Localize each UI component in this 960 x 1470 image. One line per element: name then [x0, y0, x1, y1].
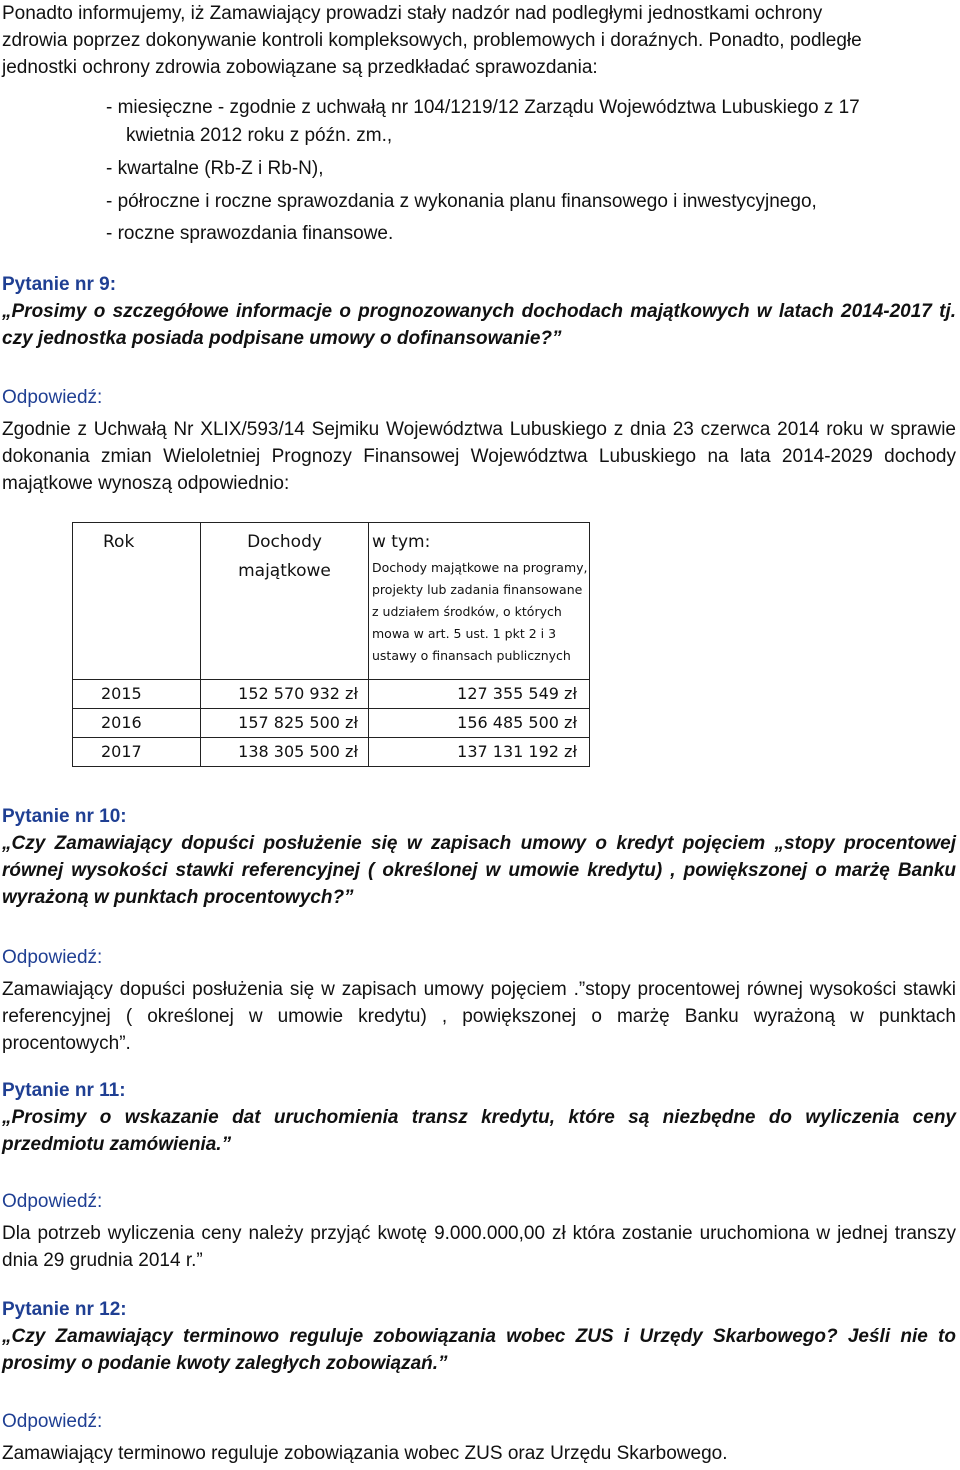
cell-income: 152 570 932 zł	[201, 680, 369, 709]
question-heading: Pytanie nr 9:	[2, 274, 117, 295]
cell-in-which: 156 485 500 zł	[369, 709, 590, 738]
table-header-row	[73, 523, 590, 680]
question-text: „Prosimy o szczegółowe informacje o prognozowanych dochodach majątkowych w latach 2014-2017 tj. czy jednostka posiada podpisane umowy o dofinansowanie?”	[2, 301, 956, 349]
answer-text: Dla potrzeb wyliczenia ceny należy przyjąć kwotę 9.000.000,00 zł która zostanie uruchomiona w jednej transzy dnia 29 grudnia 2014 r.”	[2, 1223, 956, 1271]
header-in-which: w tym: Dochody majątkowe na programy, projekty lub zadania finansowane z udziałem środków, o których mowa w art. 5 ust. 1 pkt 2 i 3 ustawy o finansach publicznych	[369, 523, 590, 680]
question-text: „Prosimy o wskazanie dat uruchomienia transz kredytu, które są niezbędne do wyliczenia ceny przedmiotu zamówienia.”	[2, 1107, 956, 1155]
answer-text: Zamawiający dopuści posłużenia się w zapisach umowy pojęciem .”stopy procentowej równej wysokości stawki referencyjnej ( określonej w umowie kredytu) , powiększonej o marżę Banku wyrażoną w punktach procentowych”.	[2, 979, 956, 1054]
table-row	[73, 738, 590, 767]
question-heading: Pytanie nr 12:	[2, 1299, 127, 1320]
table-row	[73, 709, 590, 738]
report-list-item: - kwartalne (Rb-Z i Rb-N),	[106, 158, 324, 179]
question-text: „Czy Zamawiający terminowo reguluje zobowiązania wobec ZUS i Urzędy Skarbowego? Jeśli nie to prosimy o podanie kwoty zaległych zobowiązań.”	[2, 1326, 956, 1374]
header-income: Dochody majątkowe	[201, 523, 369, 680]
cell-income: 157 825 500 zł	[201, 709, 369, 738]
report-list-item: - półroczne i roczne sprawozdania z wykonania planu finansowego i inwestycyjnego,	[106, 191, 817, 212]
question-text: „Czy Zamawiający dopuści posłużenie się w zapisach umowy o kredyt pojęciem „stopy procentowej równej wysokości stawki referencyjnej ( określonej w umowie kredytu) , powiększonej o marżę Banku wyrażoną w punktach procentowych?”	[2, 833, 956, 908]
in-which-desc-line: z udziałem środków, o których	[372, 604, 562, 619]
answer-heading: Odpowiedź:	[2, 1411, 103, 1432]
in-which-desc-line: mowa w art. 5 ust. 1 pkt 2 i 3	[372, 626, 557, 641]
report-list-item: - miesięczne - zgodnie z uchwałą nr 104/1219/12 Zarządu Województwa Lubuskiego z 17	[106, 97, 860, 118]
header-year: Rok	[73, 523, 201, 680]
report-list-item: - roczne sprawozdania finansowe.	[106, 223, 394, 244]
cell-year: 2016	[73, 709, 201, 738]
in-which-desc-line: ustawy o finansach publicznych	[372, 648, 571, 663]
answer-heading: Odpowiedź:	[2, 387, 103, 408]
intro-paragraph	[2, 0, 956, 81]
question-heading: Pytanie nr 11:	[2, 1080, 126, 1101]
cell-income: 138 305 500 zł	[201, 738, 369, 767]
in-which-desc-line: Dochody majątkowe na programy,	[372, 560, 588, 575]
question-heading: Pytanie nr 10:	[2, 806, 127, 827]
intro-line: zdrowia poprzez dokonywanie kontroli kompleksowych, problemowych i doraźnych. Ponadto, podległe	[2, 30, 862, 51]
cell-year: 2017	[73, 738, 201, 767]
income-table	[72, 522, 590, 767]
intro-line: jednostki ochrony zdrowia zobowiązane są przedkładać sprawozdania:	[2, 57, 598, 78]
intro-line: Ponadto informujemy, iż Zamawiający prowadzi stały nadzór nad podległymi jednostkami ochrony	[2, 3, 823, 24]
answer-text: Zamawiający terminowo reguluje zobowiązania wobec ZUS oraz Urzędu Skarbowego.	[2, 1443, 728, 1464]
cell-year: 2015	[73, 680, 201, 709]
cell-in-which: 127 355 549 zł	[369, 680, 590, 709]
answer-heading: Odpowiedź:	[2, 1191, 103, 1212]
cell-in-which: 137 131 192 zł	[369, 738, 590, 767]
table-row	[73, 680, 590, 709]
in-which-desc-line: projekty lub zadania finansowane	[372, 582, 583, 597]
answer-text: Zgodnie z Uchwałą Nr XLIX/593/14 Sejmiku Województwa Lubuskiego z dnia 23 czerwca 2014 roku w sprawie dokonania zmian Wieloletniej Prognozy Finansowej Województwa Lubuskiego na lata 2014-2029 dochody majątkowe wynoszą odpowiednio:	[2, 419, 956, 494]
report-list-item-continuation: kwietnia 2012 roku z późn. zm.,	[126, 125, 393, 146]
answer-heading: Odpowiedź:	[2, 947, 103, 968]
